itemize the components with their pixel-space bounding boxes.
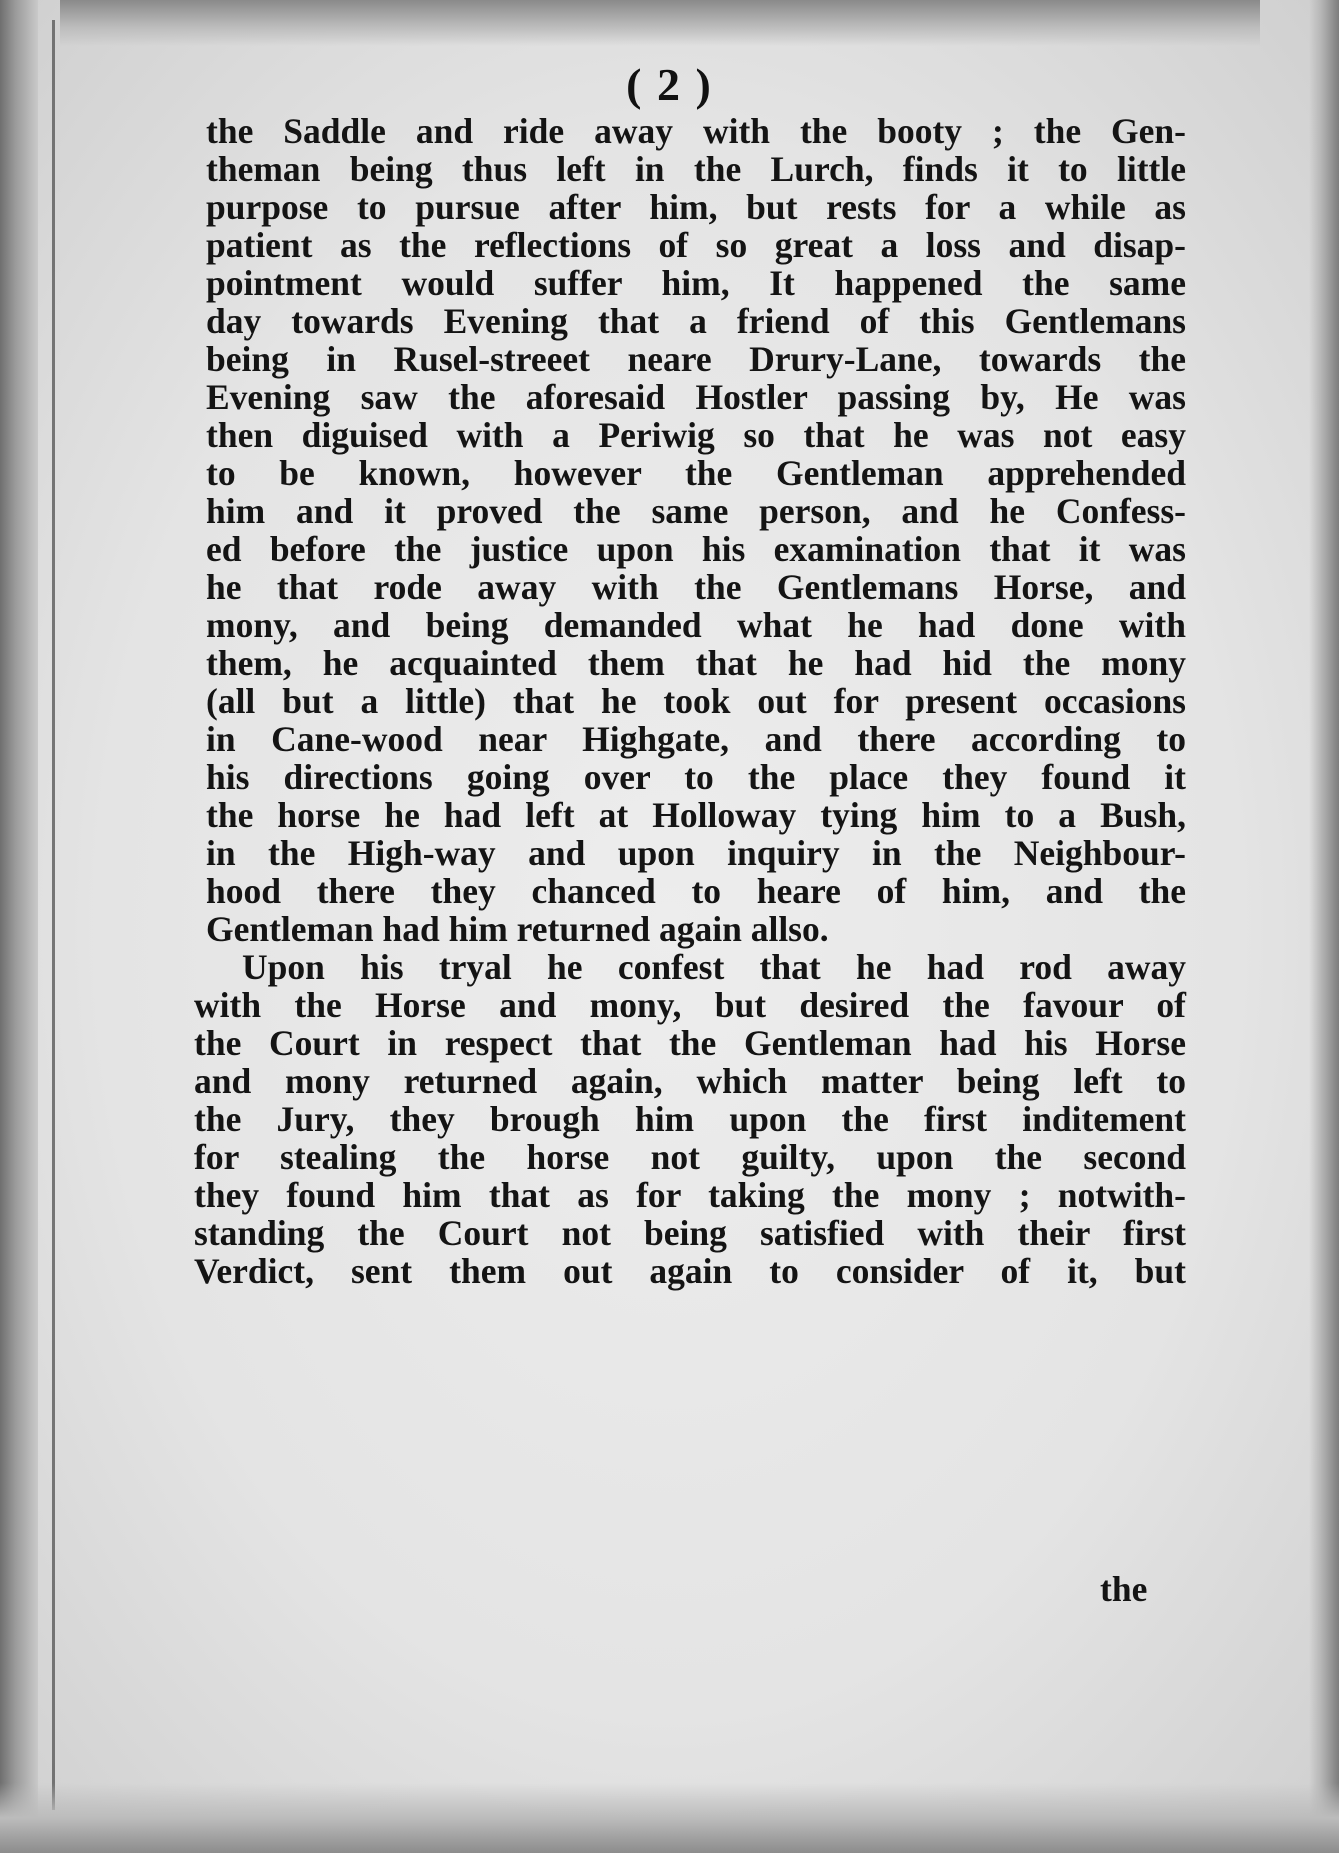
text-line: the Jury, they brough him upon the first inditement: [194, 1099, 1186, 1139]
text-line: purpose to pursue after him, but rests for a while as: [206, 187, 1186, 227]
text-line: him and it proved the same person, and he Confess-: [206, 491, 1186, 531]
text-line: then diguised with a Periwig so that he was not easy: [206, 415, 1186, 455]
left-page-edge: [0, 0, 38, 1853]
text-line: Evening saw the aforesaid Hostler passing by, He was: [206, 377, 1186, 417]
text-line: for stealing the horse not guilty, upon the second: [194, 1137, 1186, 1177]
catchword: the: [1100, 1569, 1148, 1609]
body-text: [194, 111, 1186, 1291]
text-line: ed before the justice upon his examination that it was: [206, 529, 1186, 569]
text-line: his directions going over to the place they found it: [206, 757, 1186, 797]
text-line: day towards Evening that a friend of this Gentlemans: [206, 301, 1186, 341]
paragraph-2: [194, 948, 1186, 1290]
text-line: the Court in respect that the Gentleman had his Horse: [194, 1023, 1186, 1063]
text-line: Upon his tryal he confest that he had rod away: [242, 947, 1186, 987]
text-line: mony, and being demanded what he had done with: [206, 605, 1186, 645]
text-line: theman being thus left in the Lurch, finds it to little: [206, 149, 1186, 189]
text-line: (all but a little) that he took out for present occasions: [206, 681, 1186, 721]
text-line: the Saddle and ride away with the booty ; the Gen-: [206, 111, 1186, 151]
text-line: to be known, however the Gentleman apprehended: [206, 453, 1186, 493]
text-line: in Cane-wood near Highgate, and there according to: [206, 719, 1186, 759]
text-line: hood there they chanced to heare of him, and the: [206, 871, 1186, 911]
text-line: he that rode away with the Gentlemans Horse, and: [206, 567, 1186, 607]
text-line: them, he acquainted them that he had hid the mony: [206, 643, 1186, 683]
text-line: Gentleman had him returned again allso.: [206, 909, 829, 949]
text-line: the horse he had left at Holloway tying him to a Bush,: [206, 795, 1186, 835]
text-line: and mony returned again, which matter being left to: [194, 1061, 1186, 1101]
right-page-edge: [1309, 0, 1339, 1853]
text-line: being in Rusel-streeet neare Drury-Lane, towards the: [206, 339, 1186, 379]
text-line: patient as the reflections of so great a loss and disap-: [206, 225, 1186, 265]
top-page-edge: [60, 0, 1260, 46]
text-line: standing the Court not being satisfied with their first: [194, 1213, 1186, 1253]
text-line: pointment would suffer him, It happened the same: [206, 263, 1186, 303]
bottom-page-edge: [0, 1783, 1339, 1853]
text-line: with the Horse and mony, but desired the favour of: [194, 985, 1186, 1025]
paragraph-1: [206, 112, 1186, 948]
page-number: ( 2 ): [626, 59, 713, 110]
text-line: Verdict, sent them out again to consider of it, but: [194, 1251, 1186, 1291]
binding-line: [52, 20, 55, 1810]
text-line: they found him that as for taking the mony ; notwith-: [194, 1175, 1186, 1215]
text-line: in the High-way and upon inquiry in the Neighbour-: [206, 833, 1186, 873]
